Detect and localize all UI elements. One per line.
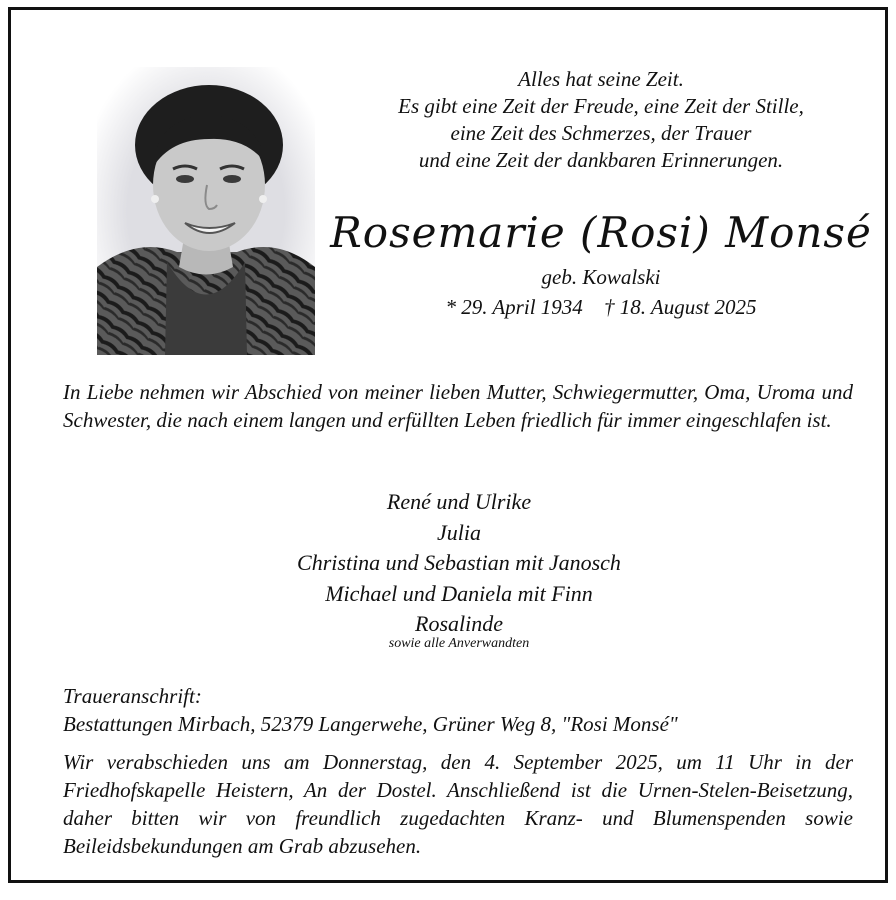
motto-line: eine Zeit des Schmerzes, der Trauer bbox=[450, 121, 752, 145]
death-date: † 18. August 2025 bbox=[604, 295, 757, 319]
address-label: Traueranschrift: bbox=[63, 684, 202, 708]
portrait-photo bbox=[97, 67, 315, 355]
announcement-text: In Liebe nehmen wir Abschied von meiner lieben Mutter, Schwiegermutter, Oma, Uroma und Schwester, die nach einem langen und erfüllten Leben friedlich für immer eingeschlafen ist. bbox=[63, 380, 853, 432]
motto-verse bbox=[341, 66, 861, 174]
family-member: Michael und Daniela mit Finn bbox=[325, 580, 593, 606]
family-member: René und Ulrike bbox=[386, 489, 532, 514]
address-line: Bestattungen Mirbach, 52379 Langerwehe, Grüner Weg 8, "Rosi Monsé" bbox=[63, 712, 678, 736]
birth-name: geb. Kowalski bbox=[541, 265, 661, 289]
family-member: Rosalinde bbox=[415, 611, 503, 636]
family-member: Christina und Sebastian mit Janosch bbox=[297, 550, 621, 575]
birth-date: * 29. April 1934 bbox=[445, 295, 583, 319]
life-dates bbox=[341, 295, 861, 320]
family-member: Julia bbox=[437, 519, 481, 545]
motto-line: und eine Zeit der dankbaren Erinnerungen. bbox=[418, 148, 784, 172]
family-list bbox=[161, 487, 757, 640]
motto-line: Alles hat seine Zeit. bbox=[518, 67, 684, 91]
relatives-note: sowie alle Anverwandten bbox=[388, 636, 530, 651]
deceased-name: Rosemarie (Rosi) Monsé bbox=[330, 208, 872, 257]
notice-frame bbox=[8, 7, 888, 883]
motto-line: Es gibt eine Zeit der Freude, eine Zeit der Stille, bbox=[398, 94, 804, 118]
ceremony-text: Wir verabschieden uns am Donnerstag, den 4. September 2025, um 11 Uhr in der Friedhofskapelle Heistern, An der Dostel. Anschließend ist die Urnen-Stelen-Beisetzung, daher bitten wir von freundlich zugedachten Kranz- und Blumenspenden sowie Beileidsbekundungen am Grab abzusehen. bbox=[63, 750, 853, 858]
